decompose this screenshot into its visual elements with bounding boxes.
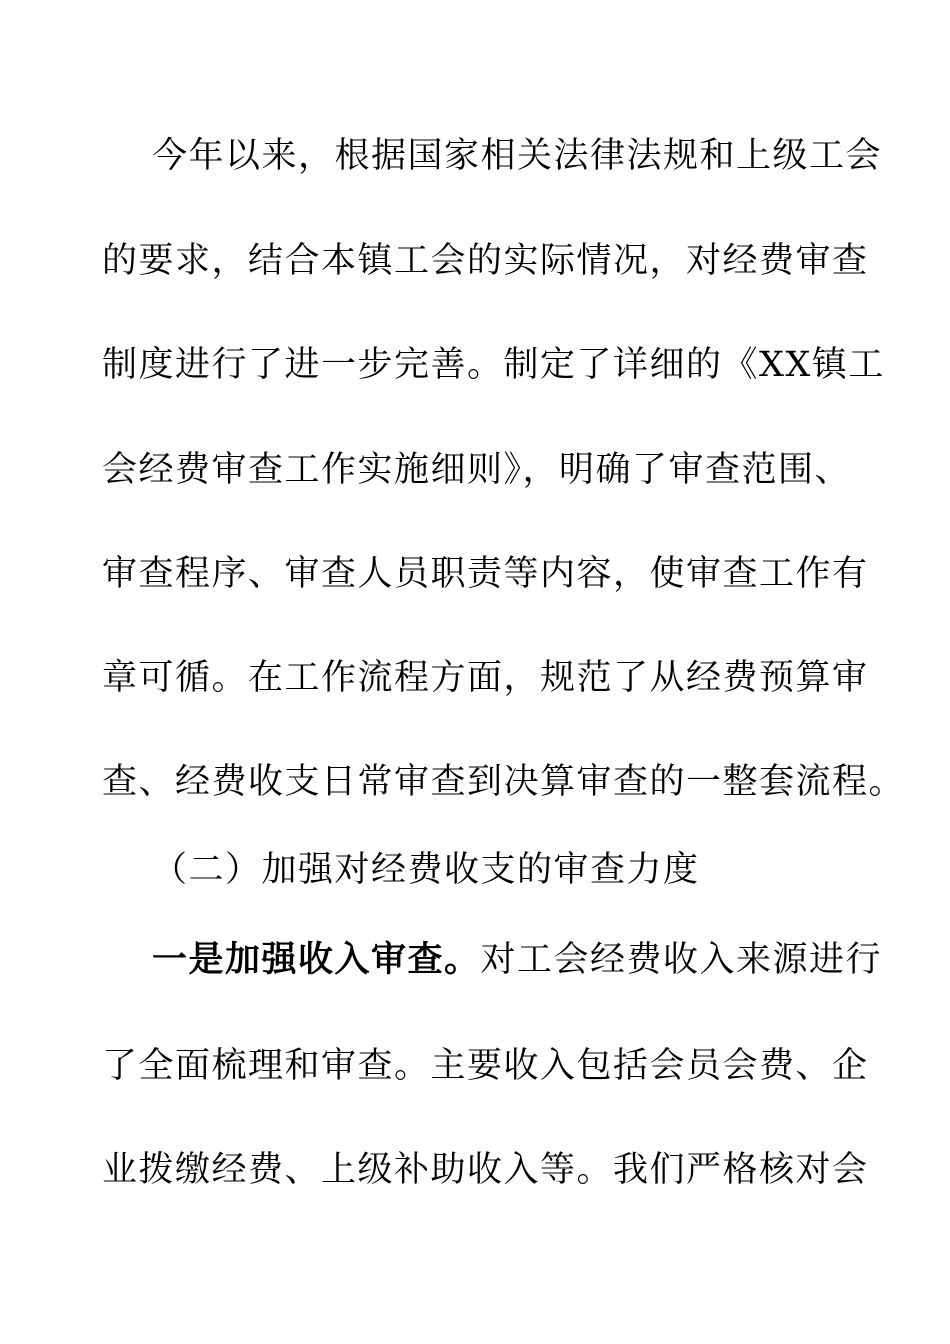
paragraph-lead: 一是加强收入审查。 [152,940,481,980]
paragraph-line: 章可循。在工作流程方面，规范了从经费预算审 [102,658,869,698]
paragraph-line: 了全面梳理和审查。主要收入包括会员会费、企 [102,1046,869,1086]
paragraph-line-rest: 对工会经费收入来源进行 [480,940,883,980]
paragraph-line: 的要求，结合本镇工会的实际情况，对经费审查 [102,241,869,281]
paragraph-line: 业拨缴经费、上级补助收入等。我们严格核对会 [102,1150,869,1190]
paragraph-line: 今年以来，根据国家相关法律法规和上级工会 [152,136,883,176]
section-heading: （二）加强对经费收支的审查力度 [152,850,700,890]
paragraph-line: 审查程序、审查人员职责等内容，使审查工作有 [102,554,869,594]
paragraph-line [152,940,912,980]
paragraph-line: 会经费审查工作实施细则》，明确了审查范围、 [102,450,852,490]
paragraph-line: 查、经费收支日常审查到决算审查的一整套流程。 [102,762,906,802]
paragraph-line: 制度进行了进一步完善。制定了详细的《XX镇工 [102,345,885,385]
